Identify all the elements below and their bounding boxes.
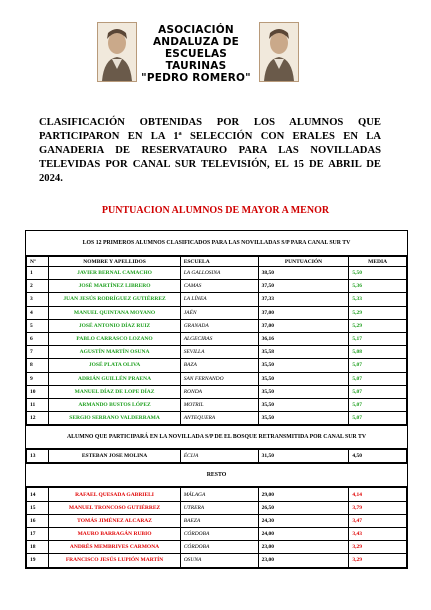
school-name: SAN FERNANDO bbox=[180, 372, 258, 385]
association-line: ANDALUZA DE bbox=[152, 36, 240, 48]
table-row bbox=[27, 319, 407, 332]
row-number: 16 bbox=[27, 514, 49, 527]
student-name: JUAN JESÚS RODRÍGUEZ GUTIÉRREZ bbox=[49, 293, 180, 306]
average-value: 5,17 bbox=[349, 332, 407, 345]
average-value: 3,29 bbox=[349, 541, 407, 554]
row-number: 15 bbox=[27, 501, 49, 514]
student-name: ANDRÉS MEMBRIVES CARMONA bbox=[49, 541, 180, 554]
row-number: 13 bbox=[27, 450, 49, 463]
school-name: JAÉN bbox=[180, 306, 258, 319]
score-value: 35,50 bbox=[258, 385, 349, 398]
table-row bbox=[27, 359, 407, 372]
association-line: ESCUELAS TAURINAS bbox=[164, 48, 228, 72]
average-value: 5,07 bbox=[349, 372, 407, 385]
rest-caption: RESTO bbox=[26, 463, 407, 487]
student-name: JAVIER BERNAL CAMACHO bbox=[49, 267, 180, 280]
average-value: 5,07 bbox=[349, 412, 407, 425]
table-row bbox=[27, 450, 407, 463]
special-rows bbox=[27, 450, 407, 463]
score-value: 35,50 bbox=[258, 412, 349, 425]
school-name: BAEZA bbox=[180, 514, 258, 527]
table-row bbox=[27, 528, 407, 541]
score-value: 29,00 bbox=[258, 488, 349, 501]
average-value: 5,29 bbox=[349, 306, 407, 319]
average-value: 5,07 bbox=[349, 398, 407, 411]
school-name: UTRERA bbox=[180, 501, 258, 514]
student-name: JOSÉ MARTÍNEZ LIBRERO bbox=[49, 280, 180, 293]
score-value: 23,00 bbox=[258, 541, 349, 554]
student-name: MANUEL TRONCOSO GUTIÉRREZ bbox=[49, 501, 180, 514]
score-value: 37,00 bbox=[258, 319, 349, 332]
row-number: 9 bbox=[27, 372, 49, 385]
table-row bbox=[27, 501, 407, 514]
student-name: TOMÁS JIMÉNEZ ALCARAZ bbox=[49, 514, 180, 527]
student-name: MANUEL QUINTANA MOYANO bbox=[49, 306, 180, 319]
score-value: 38,50 bbox=[258, 267, 349, 280]
score-value: 36,16 bbox=[258, 332, 349, 345]
student-name: ADRIÁN GUILLÉN PRAENA bbox=[49, 372, 180, 385]
student-name: MAURO BARRAGÁN RUBIO bbox=[49, 528, 180, 541]
average-value: 4,14 bbox=[349, 488, 407, 501]
score-value: 35,58 bbox=[258, 346, 349, 359]
score-value: 23,00 bbox=[258, 554, 349, 567]
table-row bbox=[27, 293, 407, 306]
student-name: ARMANDO BUSTOS LÓPEZ bbox=[49, 398, 180, 411]
school-name: CÓRDOBA bbox=[180, 541, 258, 554]
student-name: PABLO CARRASCO LOZANO bbox=[49, 332, 180, 345]
row-number: 10 bbox=[27, 385, 49, 398]
average-value: 3,29 bbox=[349, 554, 407, 567]
student-name: RAFAEL QUESADA GABRIELI bbox=[49, 488, 180, 501]
header-avg: MEDIA bbox=[349, 257, 407, 267]
row-number: 5 bbox=[27, 319, 49, 332]
average-value: 5,07 bbox=[349, 359, 407, 372]
association-line: ASOCIACIÓN bbox=[158, 24, 234, 36]
row-number: 17 bbox=[27, 528, 49, 541]
school-name: ANTEQUERA bbox=[180, 412, 258, 425]
average-value: 5,29 bbox=[349, 319, 407, 332]
ranking-subtitle: PUNTUACION ALUMNOS DE MAYOR A MENOR bbox=[101, 205, 330, 216]
ranking-grid bbox=[26, 256, 407, 425]
header-name: NOMBRE Y APELLIDOS bbox=[49, 257, 180, 267]
header-num: Nº bbox=[27, 257, 49, 267]
table-row bbox=[27, 554, 407, 567]
table-row bbox=[27, 541, 407, 554]
average-value: 5,36 bbox=[349, 280, 407, 293]
school-name: ÉCIJA bbox=[180, 450, 258, 463]
student-name: AGUSTÍN MARTÍN OSUNA bbox=[49, 346, 180, 359]
school-name: LA GALLOSINA bbox=[180, 267, 258, 280]
table-row bbox=[27, 332, 407, 345]
school-name: SEVILLA bbox=[180, 346, 258, 359]
ranking-table bbox=[25, 230, 408, 569]
table-row bbox=[27, 412, 407, 425]
row-number: 19 bbox=[27, 554, 49, 567]
table-row bbox=[27, 280, 407, 293]
average-value: 5,33 bbox=[349, 293, 407, 306]
table-row bbox=[27, 267, 407, 280]
school-name: RONDA bbox=[180, 385, 258, 398]
school-name: CAMAS bbox=[180, 280, 258, 293]
score-value: 24,30 bbox=[258, 514, 349, 527]
row-number: 8 bbox=[27, 359, 49, 372]
school-name: ALGECIRAS bbox=[180, 332, 258, 345]
school-name: MÁLAGA bbox=[180, 488, 258, 501]
special-caption: ALUMNO QUE PARTICIPARÁ EN LA NOVILLADA S/P DE EL BOSQUE RETRANSMITIDA POR CANAL SUR TV bbox=[26, 425, 407, 449]
table-row bbox=[27, 398, 407, 411]
rest-rows bbox=[27, 488, 407, 567]
student-name: JOSÉ ANTONIO DÍAZ RUIZ bbox=[49, 319, 180, 332]
association-line: "PEDRO ROMERO" bbox=[141, 72, 251, 84]
average-value: 3,79 bbox=[349, 501, 407, 514]
student-name: MANUEL DÍAZ DE LOPE DÍAZ bbox=[49, 385, 180, 398]
average-value: 3,43 bbox=[349, 528, 407, 541]
row-number: 7 bbox=[27, 346, 49, 359]
row-number: 11 bbox=[27, 398, 49, 411]
score-value: 37,00 bbox=[258, 306, 349, 319]
table-row bbox=[27, 372, 407, 385]
association-name bbox=[136, 24, 256, 84]
letterhead bbox=[0, 22, 431, 92]
score-value: 35,50 bbox=[258, 372, 349, 385]
score-value: 26,50 bbox=[258, 501, 349, 514]
score-value: 35,50 bbox=[258, 359, 349, 372]
score-value: 35,50 bbox=[258, 398, 349, 411]
row-number: 14 bbox=[27, 488, 49, 501]
school-name: GRANADA bbox=[180, 319, 258, 332]
row-number: 2 bbox=[27, 280, 49, 293]
score-value: 37,33 bbox=[258, 293, 349, 306]
student-name: FRANCISCO JESÚS LUPIÓN MARTÍN bbox=[49, 554, 180, 567]
row-number: 18 bbox=[27, 541, 49, 554]
row-number: 4 bbox=[27, 306, 49, 319]
row-number: 12 bbox=[27, 412, 49, 425]
student-name: SERGIO SERRANO VALDERRAMA bbox=[49, 412, 180, 425]
header-school: ESCUELA bbox=[180, 257, 258, 267]
student-name: JOSÉ PLATA OLIVA bbox=[49, 359, 180, 372]
school-name: CÓRDOBA bbox=[180, 528, 258, 541]
table-row bbox=[27, 306, 407, 319]
row-number: 1 bbox=[27, 267, 49, 280]
student-name: ESTEBAN JOSE MOLINA bbox=[49, 450, 180, 463]
score-value: 37,50 bbox=[258, 280, 349, 293]
school-name: MOTRIL bbox=[180, 398, 258, 411]
portrait-image-left bbox=[97, 22, 137, 82]
portrait-image-right bbox=[259, 22, 299, 82]
school-name: BAZA bbox=[180, 359, 258, 372]
table-row bbox=[27, 346, 407, 359]
average-value: 4,50 bbox=[349, 450, 407, 463]
row-number: 3 bbox=[27, 293, 49, 306]
special-grid bbox=[26, 449, 407, 463]
table-caption: LOS 12 PRIMEROS ALUMNOS CLASIFICADOS PARA LAS NOVILLADAS S/P PARA CANAL SUR TV bbox=[26, 231, 407, 256]
intro-paragraph: CLASIFICACIÓN OBTENIDAS POR LOS ALUMNOS QUE PARTICIPARON EN LA 1ª SELECCIÓN CON ERALES EN LA GANADERIA DE RESERVATAURO PARA LAS NOVILLADAS TELEVIDAS POR CANAL SUR TELEVISIÓN, EL 15 DE ABRIL DE 2024. bbox=[39, 117, 381, 184]
average-value: 3,47 bbox=[349, 514, 407, 527]
table-row bbox=[27, 514, 407, 527]
header-score: PUNTUACIÓN bbox=[258, 257, 349, 267]
score-value: 31,50 bbox=[258, 450, 349, 463]
table-row bbox=[27, 385, 407, 398]
score-value: 24,00 bbox=[258, 528, 349, 541]
average-value: 5,08 bbox=[349, 346, 407, 359]
school-name: OSUNA bbox=[180, 554, 258, 567]
average-value: 5,50 bbox=[349, 267, 407, 280]
rest-grid bbox=[26, 487, 407, 567]
row-number: 6 bbox=[27, 332, 49, 345]
top12-rows bbox=[27, 267, 407, 425]
average-value: 5,07 bbox=[349, 385, 407, 398]
table-row bbox=[27, 488, 407, 501]
school-name: LA LÍNEA bbox=[180, 293, 258, 306]
